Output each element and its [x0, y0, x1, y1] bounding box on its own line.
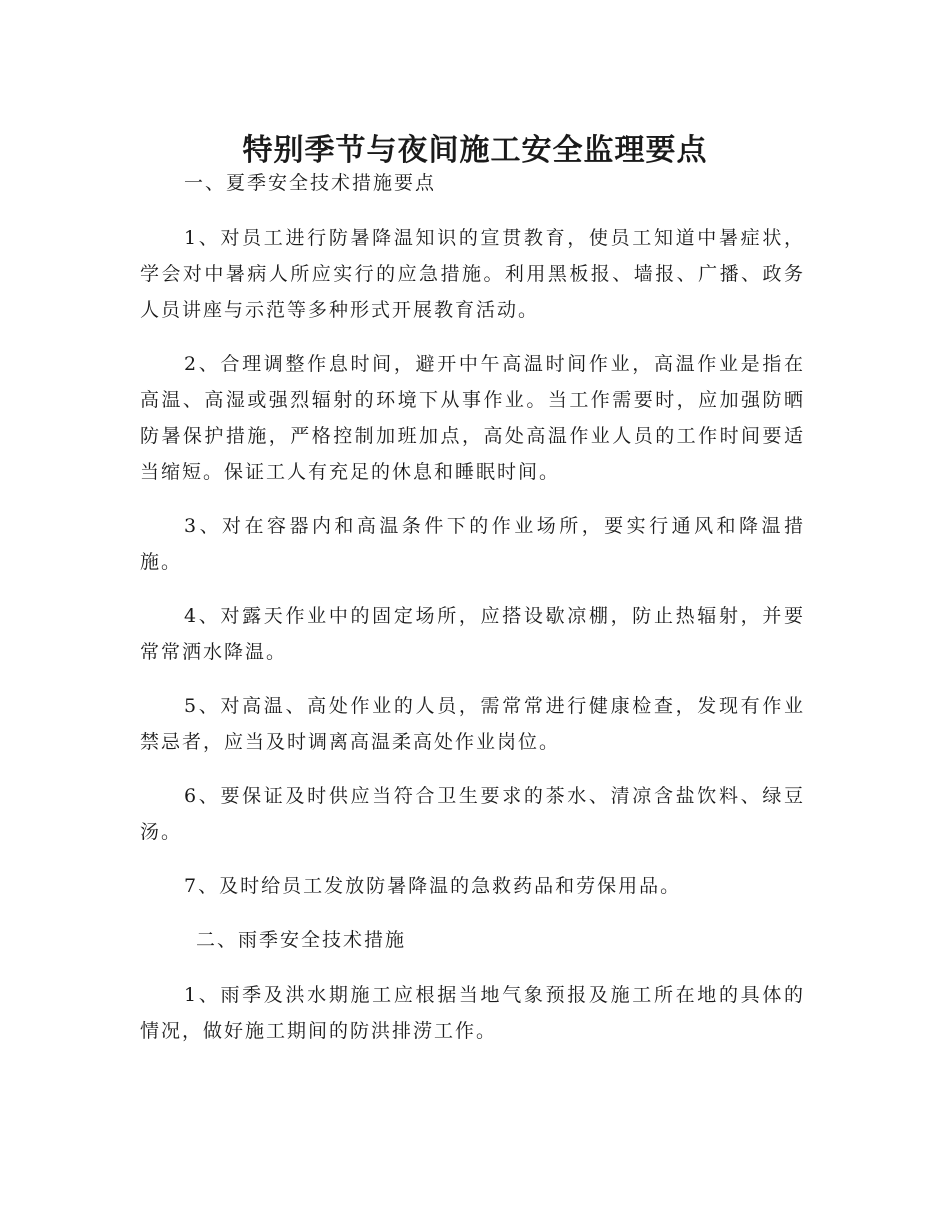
paragraph: 5、对高温、高处作业的人员，需常常进行健康检查，发现有作业禁忌者，应当及时调离高温柔高处作业岗位。: [140, 695, 805, 753]
paragraph: 6、要保证及时供应当符合卫生要求的茶水、清凉含盐饮料、绿豆汤。: [140, 785, 805, 843]
document-title: 特别季节与夜间施工安全监理要点: [242, 133, 708, 169]
paragraph: 2、合理调整作息时间，避开中午高温时间作业，高温作业是指在高温、高湿或强烈辐射的环境下从事作业。当工作需要时，应加强防晒防暑保护措施，严格控制加班加点，高处高温作业人员的工作时间要适当缩短。保证工人有充足的休息和睡眠时间。: [140, 353, 805, 483]
paragraph: 1、雨季及洪水期施工应根据当地气象预报及施工所在地的具体的情况，做好施工期间的防洪排涝工作。: [140, 984, 805, 1042]
paragraph: 4、对露天作业中的固定场所，应搭设歇凉棚，防止热辐射，并要常常洒水降温。: [140, 605, 805, 663]
paragraph: 7、及时给员工发放防暑降温的急救药品和劳保用品。: [184, 875, 682, 897]
document-body: [140, 165, 805, 1067]
section-heading-rainy: 二、雨季安全技术措施: [196, 929, 407, 951]
paragraph: 3、对在容器内和高温条件下的作业场所，要实行通风和降温措施。: [140, 515, 805, 573]
section-heading-summer: 一、夏季安全技术措施要点: [184, 172, 437, 194]
paragraph: 1、对员工进行防暑降温知识的宣贯教育，使员工知道中暑症状，学会对中暑病人所应实行的应急措施。利用黑板报、墙报、广播、政务人员讲座与示范等多种形式开展教育活动。: [140, 227, 805, 321]
